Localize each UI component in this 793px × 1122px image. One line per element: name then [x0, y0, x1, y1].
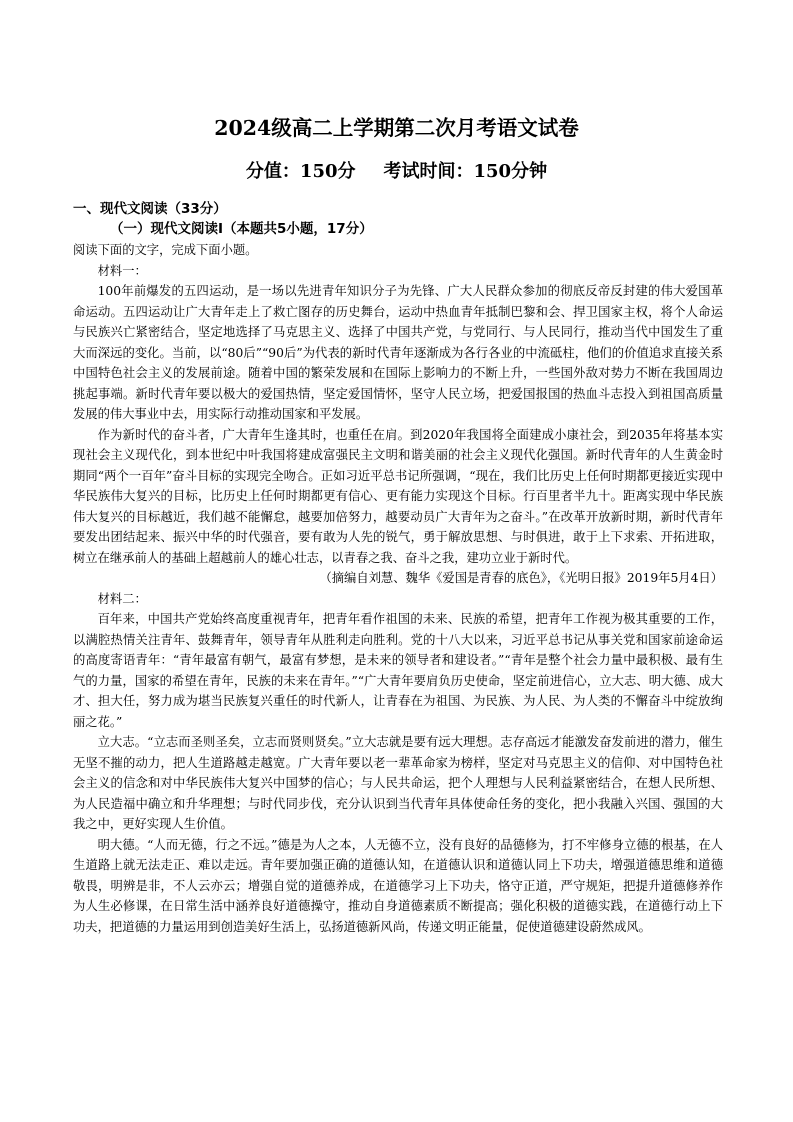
exam-title: 2024级高二上学期第二次月考语文试卷 [214, 116, 579, 140]
subsection-heading: （一）现代文阅读Ⅰ（本题共5小题，17分） [110, 221, 373, 237]
material2-paragraph: 明大德。“人而无德，行之不远。”德是为人之本，人无德不立，没有良好的品德修为，打不牢修身立德的根基，在人生道路上就无法走正、难以走远。青年要加强正确的道德认知，在道德认识和道德认同上下功夫，增强道德思维和道德敬畏，明辨是非，不人云亦云；增强自觉的道德养成，在道德学习上下功夫，恪守正道，严守规矩，把提升道德修养作为人生必修课，在日常生活中涵养良好道德操守，推动自身道德素质不断提高；强化积极的道德实践，在道德行动上下功夫，把道德的力量运用到创造美好生活上，弘扬道德新风尚，传递文明正能量，促使道德建设蔚然成风。 [73, 837, 723, 934]
material1-paragraph: 100年前爆发的五四运动，是一场以先进青年知识分子为先锋、广大人民群众参加的彻底反帝反封建的伟大爱国革命运动。五四运动让广大青年走上了救亡图存的历史舞台，运动中热血青年抵制巴黎和会、捍卫国家主权，将个人命运与民族兴亡紧密结合，坚定地选择了马克思主义、选择了中国共产党，与党同行、与人民同行，推动当代中国发生了重大而深远的变化。当前，以“80后”“90后”为代表的新时代青年逐渐成为各行各业的中流砥柱，他们的价值追求直接关系中国特色社会主义的发展前途。随着中国的繁荣发展和在国际上影响力的不断上升，一些国外敌对势力不断在我国周边挑起事端。新时代青年要以极大的爱国热情，坚定爱国情怀，坚守人民立场，把爱国报国的热血斗志投入到祖国高质量发展的伟大事业中去，用实际行动推动国家和平发展。 [73, 284, 723, 421]
exam-meta [0, 158, 793, 186]
material2-paragraph: 立大志。“立志而圣则圣矣，立志而贤则贤矣。”立大志就是要有远大理想。志存高远才能激发奋发前进的潜力，催生无坚不摧的动力，把人生道路越走越宽。广大青年要以老一辈革命家为榜样，坚定对马克思主义的信仰、对中国特色社会主义的信念和对中华民族伟大复兴中国梦的信心；与人民共命运，把个人理想与人民利益紧密结合，在想人民所想、为人民造福中确立和升华理想；与时代同步伐，充分认识到当代青年具体使命任务的变化，把小我融入兴国、强国的大我之中，更好实现人生价值。 [73, 735, 723, 831]
time-info: 考试时间：150分钟 [383, 161, 548, 182]
score-info: 分值：150分 [245, 161, 356, 182]
reading-passage [73, 240, 723, 937]
instruction: 阅读下面的文字，完成下面小题。 [73, 243, 258, 257]
section-heading: 一、现代文阅读（33分） [73, 201, 227, 217]
material1-label: 材料一： [97, 263, 147, 278]
material2-paragraph: 百年来，中国共产党始终高度重视青年，把青年看作祖国的未来、民族的希望，把青年工作视为极其重要的工作，以满腔热情关注青年、鼓舞青年，领导青年从胜利走向胜利。党的十八大以来，习近平总书记从事关党和国家前途命运的高度寄语青年：“青年最富有朝气，最富有梦想，是未来的领导者和建设者。”“青年是整个社会力量中最积极、最有生气的力量，国家的希望在青年，民族的未来在青年。”“广大青年要肩负历史使命，坚定前进信心，立大志、明大德、成大才、担大任，努力成为堪当民族复兴重任的时代新人，让青春在为祖国、为民族、为人民、为人类的不懈奋斗中绽放绚丽之花。” [73, 612, 723, 729]
material1-source: （摘编自刘慧、魏华《爱国是青春的底色》，《光明日报》2019年5月4日） [319, 571, 723, 585]
material1-paragraph: 作为新时代的奋斗者，广大青年生逢其时，也重任在肩。到2020年我国将全面建成小康社会，到2035年将基本实现社会主义现代化，到本世纪中叶我国将建成富强民主文明和谐美丽的社会主义现代化强国。新时代青年的人生黄金时期同“两个一百年”奋斗目标的实现完全吻合。正如习近平总书记所强调，“现在，我们比历史上任何时期都更接近实现中华民族伟大复兴的目标，比历史上任何时期都更有信心、更有能力实现这个目标。行百里者半九十。距离实现中华民族伟大复兴的目标越近，我们越不能懈怠，越要加倍努力，越要动员广大青年为之奋斗。”在改革开放新时期，新时代青年要发出团结起来、振兴中华的时代强音，要有敢为人先的锐气，勇于解放思想、与时俱进，敢于上下求索、开拓进取，树立在继承前人的基础上超越前人的雄心壮志，以青春之我、奋斗之我，建功立业于新时代。 [73, 427, 723, 565]
material2-label: 材料二： [97, 591, 147, 606]
